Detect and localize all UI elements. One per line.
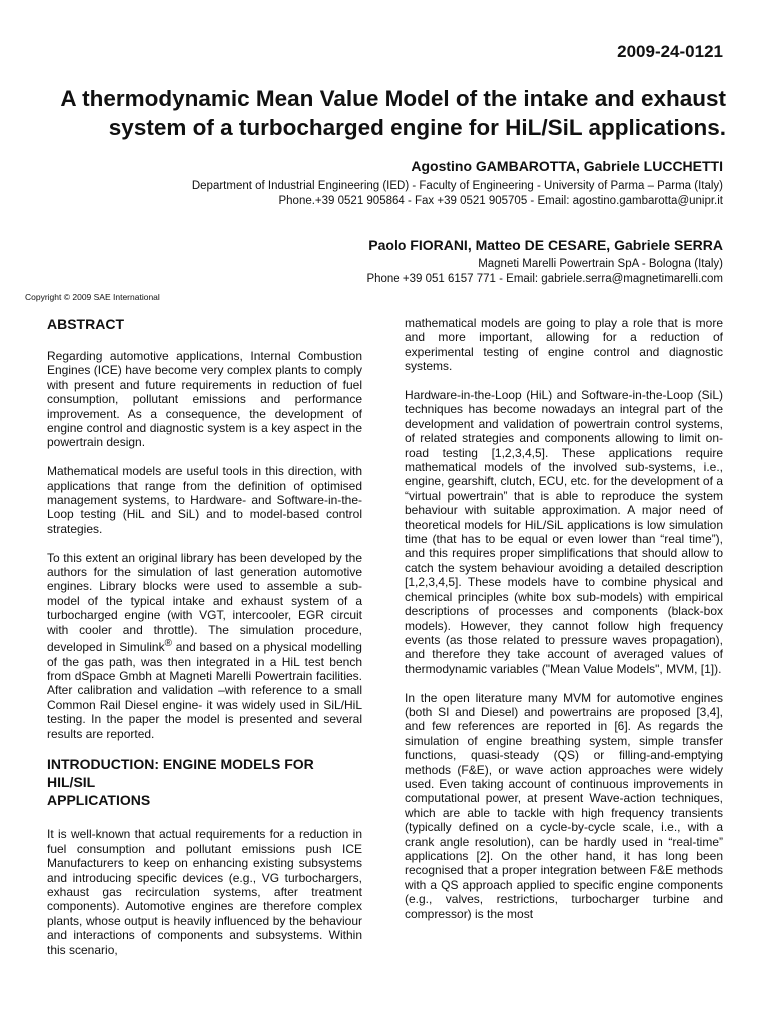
- abstract-paragraph-3-part-2: and based on a physical modelling of the gas path, was then integrated in a HiL test bench from dSpace Gmbh at Magneti Marelli Powertrain facilities. After calibration and validation –with reference to a small Common Rail Diesel engine- it was widely used in SiL/HiL testing. In the paper the model is presented and several results are reported.: [47, 640, 362, 741]
- title-line-2: system of a turbocharged engine for HiL/SiL applications.: [108, 115, 726, 140]
- author-group-1-affiliation-block: [60, 179, 723, 208]
- author-group-2-affiliation-block: [60, 257, 723, 287]
- introduction-heading: [47, 755, 362, 809]
- author-group-1-contact: Phone.+39 0521 905864 - Fax +39 0521 905705 - Email: agostino.gambarotta@unipr.it: [278, 194, 723, 207]
- author-group-2-names: Paolo FIORANI, Matteo DE CESARE, Gabriele SERRA: [368, 237, 723, 253]
- abstract-heading: ABSTRACT: [47, 316, 124, 332]
- registered-mark: ®: [164, 638, 172, 650]
- introduction-paragraph-3: Hardware-in-the-Loop (HiL) and Software-in-the-Loop (SiL) techniques has become nowadays an integral part of the development and validation of powertrain control systems, of related strategies and components allowing to limit on-road testing [1,2,3,4,5]. These applications require mathematical models of the involved sub-systems, i.e., engine, gearshift, clutch, ECU, etc. for the development of a “virtual powertrain” that is able to reproduce the system behaviour with suitable approximation. A major need of theoretical models for HiL/SiL applications is low simulation time (that has to be equal or even lower than “real time”), and this requires proper simplifications that should allow to catch the system behaviour avoiding a detailed description [1,2,3,4,5]. These models have to combine physical and chemical principles (white box sub-models) with empirical descriptions of processes and components (black-box models). However, they cannot follow high frequency events (as those related to pressure waves propagation), and therefore they take account of averaged values of thermodynamic variables ("Mean Value Models", MVM, [1]).: [405, 388, 723, 676]
- introduction-paragraph-2: mathematical models are going to play a role that is more and more important, allowing for a reduction of experimental testing of engine control and diagnostic systems.: [405, 316, 723, 374]
- paper-title: [30, 84, 726, 142]
- introduction-heading-line-2: APPLICATIONS: [47, 792, 151, 809]
- paper-number: 2009-24-0121: [617, 42, 723, 61]
- introduction-paragraph-1: It is well-known that actual requirements for a reduction in fuel consumption and pollutant emissions push ICE Manufacturers to keep on enhancing existing subsystems and introducing specific devices (e.g., VG turbochargers, exhaust gas recirculation systems, after treatment components). Automotive engines are therefore complex plants, whose output is heavily influenced by the behaviour and interactions of components and subsystems. Within this scenario,: [47, 827, 362, 957]
- title-line-1: A thermodynamic Mean Value Model of the intake and exhaust: [60, 86, 726, 111]
- author-group-2-affiliation: Magneti Marelli Powertrain SpA - Bologna (Italy): [478, 258, 723, 270]
- abstract-paragraph-2: Mathematical models are useful tools in this direction, with applications that range from the definition of optimised management systems, to Hardware- and Software-in-the-Loop testing (HiL and SiL) and to model-based control strategies.: [47, 464, 362, 536]
- left-column: [47, 316, 362, 971]
- abstract-paragraph-3: [47, 551, 362, 741]
- copyright-notice: Copyright © 2009 SAE International: [25, 292, 160, 302]
- introduction-paragraph-4: In the open literature many MVM for automotive engines (both SI and Diesel) and powertrains are proposed [3,4], and few references are reported in [6]. As regards the simulation of engine breathing system, simple transfer functions, quasi-steady (QS) or filling-and-emptying methods (F&E), or wave action approaches were widely used. Even taking account of continuous improvements in computational power, at present Wave-action techniques, which are able to tackle with high frequency transients (typically defined on a cycle-by-cycle scale, i.e., with a crank angle resolution), can be hardly used in “real-time” applications [2]. On the other hand, it has long been recognised that a proper integration between F&E methods with a QS approach applied to specific engine components (e.g., valves, restrictions, turbocharger turbine and compressor) is the most: [405, 690, 723, 921]
- author-group-1-affiliation: Department of Industrial Engineering (IED) - Faculty of Engineering - University of Parma – Parma (Italy): [191, 180, 723, 192]
- right-column: [405, 316, 723, 935]
- author-group-2-contact: Phone +39 051 6157 771 - Email: gabriele.serra@magnetimarelli.com: [366, 273, 723, 285]
- author-group-1-names: Agostino GAMBAROTTA, Gabriele LUCCHETTI: [411, 158, 723, 174]
- abstract-paragraph-3-part-1: To this extent an original library has been developed by the authors for the simulation of last generation automotive engines. Library blocks were used to assemble a sub-model of the typical intake and exhaust system of a turbocharged engine (with VGT, intercooler, EGR circuit with cooler and throttle). The simulation procedure, developed in Simulink: [47, 550, 362, 655]
- introduction-heading-line-1: INTRODUCTION: ENGINE MODELS FOR HIL/SIL: [47, 756, 314, 791]
- abstract-paragraph-1: Regarding automotive applications, Internal Combustion Engines (ICE) have become very complex plants to comply with present and future requirements in reduction of fuel consumption, pollutant emissions and performance improvement. As a consequence, the development of engine control and diagnostic system is a key aspect in the powertrain design.: [47, 349, 362, 450]
